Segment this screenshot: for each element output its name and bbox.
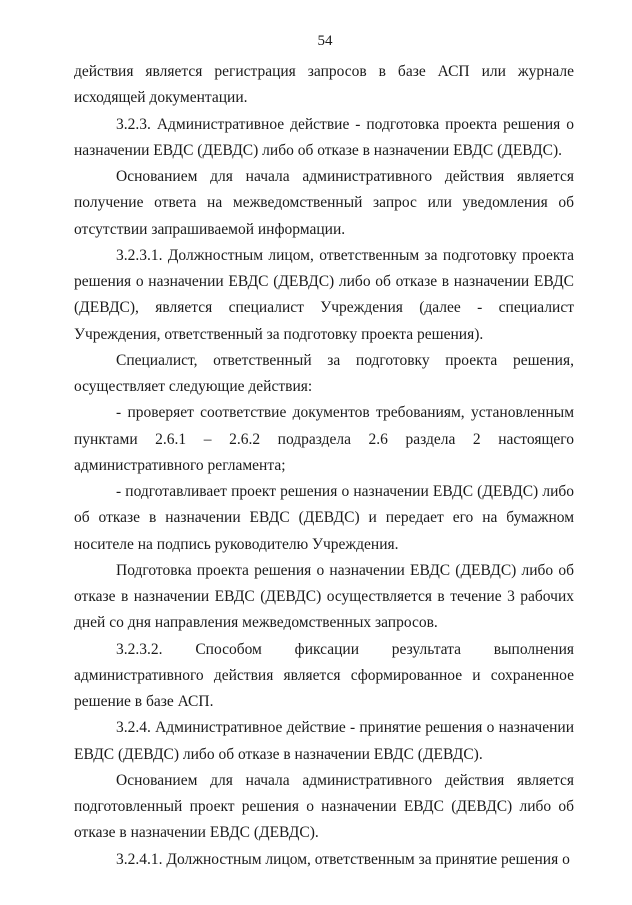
paragraph-basis-decision: Основанием для начала административного действия является подготовленный проект решения о назначении ЕВДС (ДЕВДС) либо об отказе в назначении ЕВДС (ДЕВДС). — [74, 771, 574, 842]
paragraph-specialist-actions: Специалист, ответственный за подготовку проекта решения, осуществляет следующие действия: — [74, 351, 574, 395]
paragraph-3-2-3-1: 3.2.3.1. Должностным лицом, ответственным за подготовку проекта решения о назначении ЕВДС (ДЕВДС) либо об отказе в назначении ЕВДС (ДЕВДС), является специалист Учреждения (далее - специалист Учреждения, ответственный за подготовку проекта решения). — [74, 246, 574, 343]
paragraph-3-2-4-1: 3.2.4.1. Должностным лицом, ответственным за принятие решения о — [116, 850, 570, 868]
paragraph-list-item-prepare: - подготавливает проект решения о назначении ЕВДС (ДЕВДС) либо об отказе в назначении ЕВДС (ДЕВДС) и передает его на бумажном носителе на подпись руководителю Учреждения. — [74, 483, 574, 553]
paragraph-list-item-check: - проверяет соответствие документов требованиям, установленным пунктами 2.6.1 – 2.6.2 подраздела 2.6 раздела 2 настоящего административного регламента; — [74, 404, 574, 474]
paragraph-3-2-3-2: 3.2.3.2. Способом фиксации результата выполнения административного действия является сформированное и сохраненное решение в базе АСП. — [74, 640, 574, 710]
page-number: 54 — [317, 33, 333, 49]
paragraph-preparation-term: Подготовка проекта решения о назначении ЕВДС (ДЕВДС) либо об отказе в назначении ЕВДС (ДЕВДС) осуществляется в течение 3 рабочих дней со дня направления межведомственных запросов. — [74, 561, 574, 632]
document-body — [74, 59, 574, 873]
paragraph-basis: Основанием для начала административного действия является получение ответа на межведомственный запрос или уведомления об отсутствии запрашиваемой информации. — [74, 168, 574, 238]
paragraph-3-2-4: 3.2.4. Административное действие - принятие решения о назначении ЕВДС (ДЕВДС) либо об отказе в назначении ЕВДС (ДЕВДС). — [74, 719, 574, 763]
paragraph-3-2-3: 3.2.3. Административное действие - подготовка проекта решения о назначении ЕВДС (ДЕВДС) либо об отказе в назначении ЕВДС (ДЕВДС). — [74, 115, 574, 159]
paragraph-continuation: действия является регистрация запросов в базе АСП или журнале исходящей документации. — [74, 63, 574, 107]
